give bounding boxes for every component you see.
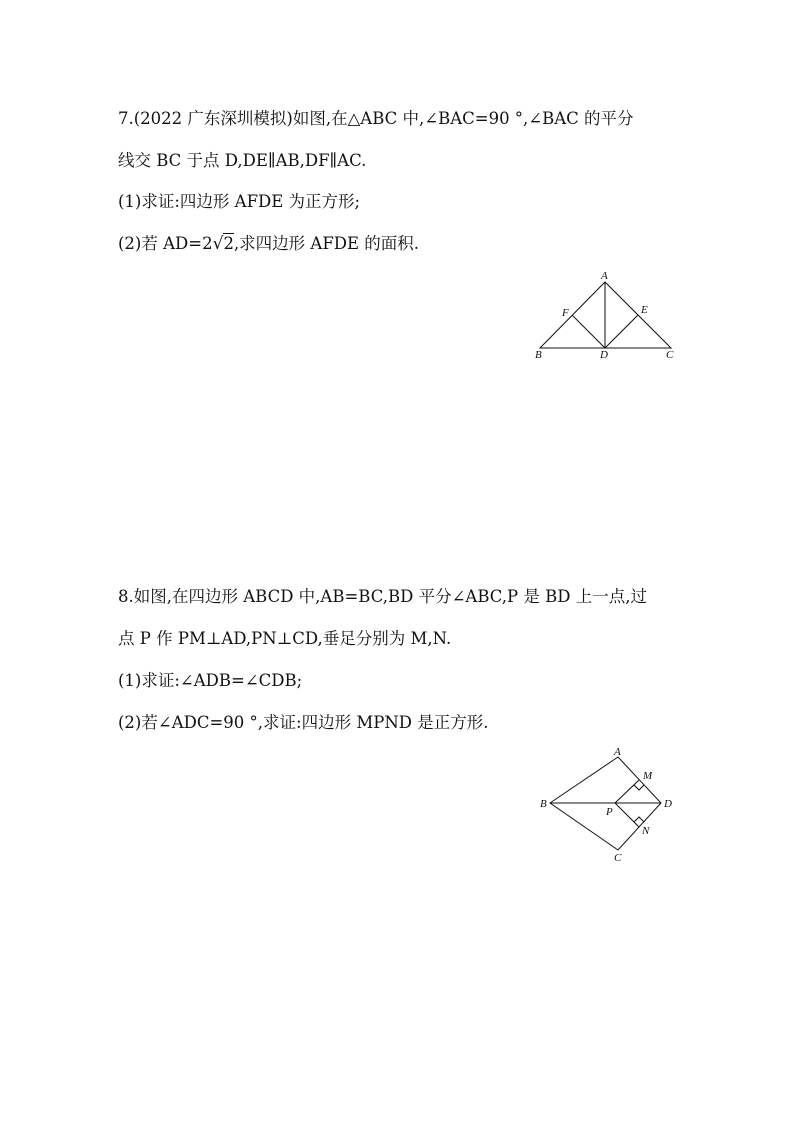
label-e: E (641, 304, 648, 316)
quadrilateral-figure-8 (530, 742, 690, 866)
label-a: A (614, 746, 621, 758)
sqrt-radicand: 2 (223, 234, 234, 253)
problem7-line2: 线交 BC 于点 D,DE∥AB,DF∥AC. (118, 151, 367, 170)
label-d: D (664, 798, 672, 810)
problem8-part2: (2)若∠ADC=90 °,求证:四边形 MPND 是正方形. (118, 713, 489, 732)
segment-ed (605, 315, 638, 348)
problem8-line1: 8.如图,在四边形 ABCD 中,AB=BC,BD 平分∠ABC,P 是 BD 上一点,过 (118, 587, 647, 606)
label-b: B (535, 349, 542, 361)
label-f: F (562, 307, 569, 319)
label-c: C (666, 349, 674, 361)
segment-pn (615, 803, 639, 827)
problem8-line2: 点 P 作 PM⊥AD,PN⊥CD,垂足分别为 M,N. (118, 629, 452, 648)
right-angle-mark-m (634, 785, 644, 790)
problem7-part1: (1)求证:四边形 AFDE 为正方形; (118, 192, 361, 211)
problem7-part2-prefix: (2)若 AD=2 (118, 234, 213, 253)
label-n: N (642, 825, 650, 837)
sqrt-symbol: √ (212, 234, 224, 254)
label-b: B (540, 798, 547, 810)
problem7-line1: 7.(2022 广东深圳模拟)如图,在△ABC 中,∠BAC=90 °,∠BAC 的平分 (118, 109, 634, 128)
problem7-part2 (118, 233, 419, 255)
label-c: C (614, 852, 622, 864)
label-p: P (606, 806, 613, 818)
segment-fd (572, 315, 605, 348)
triangle-figure-7 (530, 268, 680, 364)
label-d: D (600, 349, 608, 361)
problem8-part1: (1)求证:∠ADB=∠CDB; (118, 671, 303, 690)
label-m: M (643, 770, 653, 782)
label-a: A (601, 270, 608, 282)
segment-pm (615, 780, 639, 803)
problem7-part2-suffix: ,求四边形 AFDE 的面积. (233, 234, 420, 253)
right-angle-mark-n (634, 817, 644, 822)
